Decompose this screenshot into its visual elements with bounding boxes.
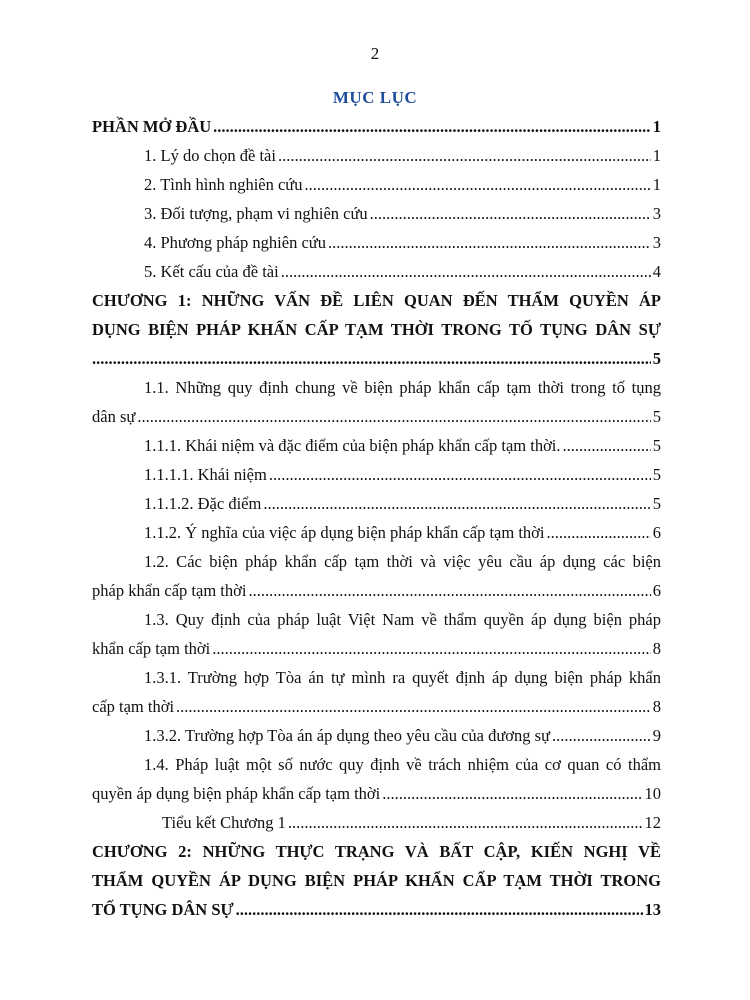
table-of-contents — [92, 112, 661, 924]
toc-entry-3[interactable]: 3. Đối tượng, phạm vi nghiên cứu ..... 3 — [92, 199, 661, 228]
toc-entry-chapter-2[interactable]: CHƯƠNG 2: NHỮNG THỰC TRẠNG VÀ BẤT CẬP, KIẾN NGHỊ VỀ THẨM QUYỀN ÁP DỤNG BIỆN PHÁP KHẨN CẤP TẠM THỜI TRONG TỐ TỤNG DÂN SỰ ..... 13 — [92, 837, 661, 924]
toc-entry-1-1[interactable]: 1.1. Những quy định chung về biện pháp khẩn cấp tạm thời trong tố tụng dân sự ..... 5 — [92, 373, 661, 431]
toc-entry-chapter-1-summary[interactable]: Tiểu kết Chương 1 ..... 12 — [92, 808, 661, 837]
toc-entry-1-4[interactable]: 1.4. Pháp luật một số nước quy định về trách nhiệm của cơ quan có thẩm quyền áp dụng biện pháp khẩn cấp tạm thời ..... 10 — [92, 750, 661, 808]
toc-entry-1-3-2[interactable]: 1.3.2. Trường hợp Tòa án áp dụng theo yêu cầu của đương sự ..... 9 — [92, 721, 661, 750]
toc-entry-1-3[interactable]: 1.3. Quy định của pháp luật Việt Nam về thẩm quyền áp dụng biện pháp khẩn cấp tạm thời ..... 8 — [92, 605, 661, 663]
toc-entry-4[interactable]: 4. Phương pháp nghiên cứu ..... 3 — [92, 228, 661, 257]
toc-entry-1[interactable]: 1. Lý do chọn đề tài ..... 1 — [92, 141, 661, 170]
toc-entry-1-1-2[interactable]: 1.1.2. Ý nghĩa của việc áp dụng biện pháp khẩn cấp tạm thời ..... 6 — [92, 518, 661, 547]
toc-entry-chapter-1[interactable]: CHƯƠNG 1: NHỮNG VẤN ĐỀ LIÊN QUAN ĐẾN THẨM QUYỀN ÁP DỤNG BIỆN PHÁP KHẨN CẤP TẠM THỜI TRONG TỐ TỤNG DÂN SỰ ..... 5 — [92, 286, 661, 373]
toc-entry-1-3-1[interactable]: 1.3.1. Trường hợp Tòa án tự mình ra quyết định áp dụng biện pháp khẩn cấp tạm thời ..... 8 — [92, 663, 661, 721]
toc-entry-intro[interactable]: PHẦN MỞ ĐẦU ..... 1 — [92, 112, 661, 141]
page-number: 2 — [370, 44, 380, 63]
toc-entry-1-1-1-2[interactable]: 1.1.1.2. Đặc điểm ..... 5 — [92, 489, 661, 518]
toc-entry-1-2[interactable]: 1.2. Các biện pháp khẩn cấp tạm thời và việc yêu cầu áp dụng các biện pháp khẩn cấp tạm thời ..... 6 — [92, 547, 661, 605]
toc-entry-1-1-1-1[interactable]: 1.1.1.1. Khái niệm ..... 5 — [92, 460, 661, 489]
toc-entry-1-1-1[interactable]: 1.1.1. Khái niệm và đặc điểm của biện pháp khẩn cấp tạm thời. ..... 5 — [92, 431, 661, 460]
toc-entry-5[interactable]: 5. Kết cấu của đề tài ..... 4 — [92, 257, 661, 286]
toc-title: MỤC LỤC — [332, 88, 418, 107]
toc-entry-2[interactable]: 2. Tình hình nghiên cứu ..... 1 — [92, 170, 661, 199]
